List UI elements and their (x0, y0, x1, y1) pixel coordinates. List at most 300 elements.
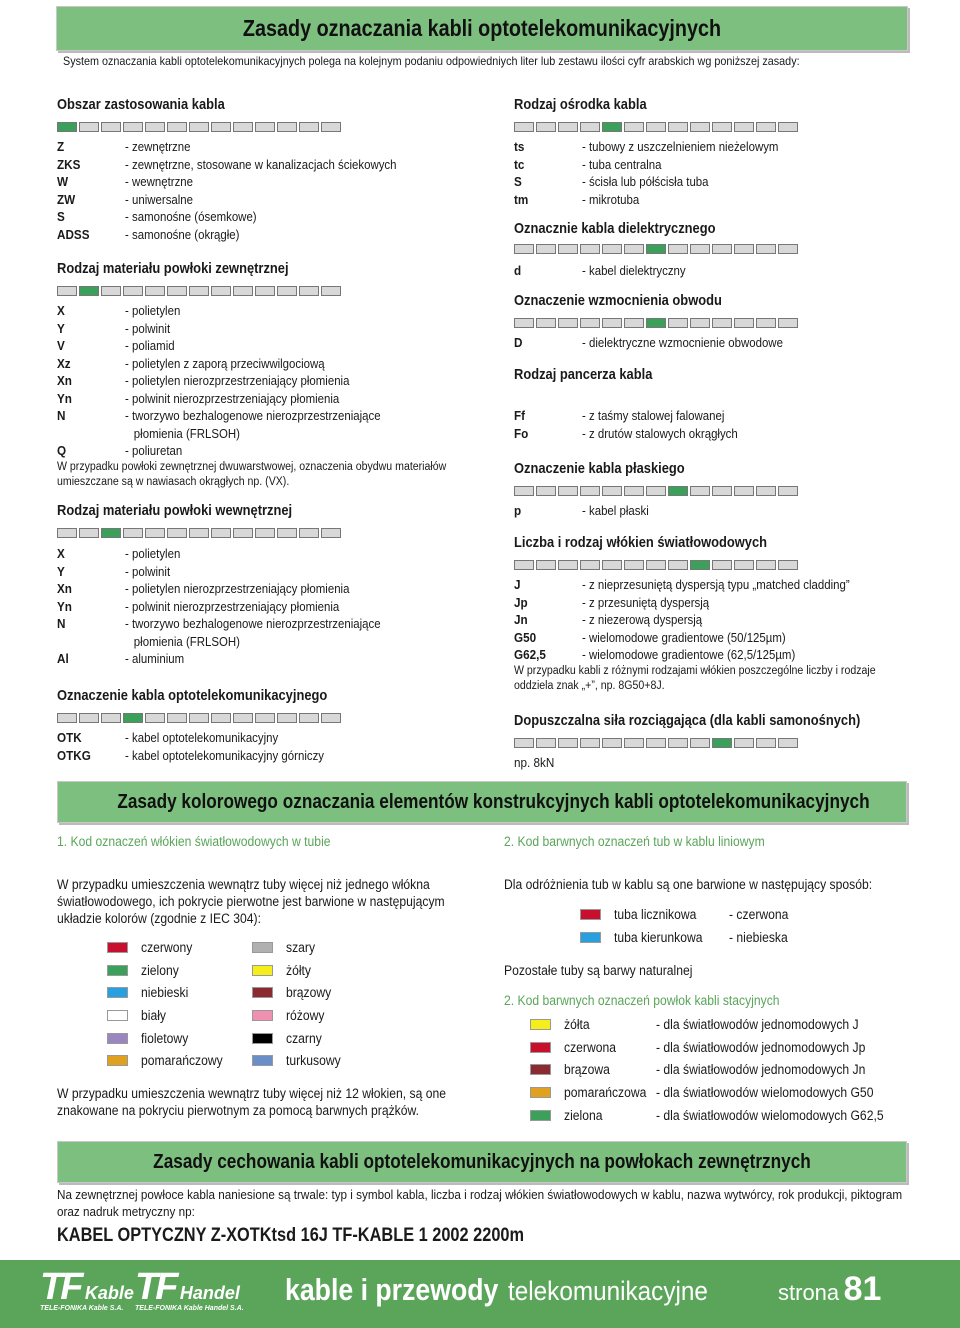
color-swatch (107, 1055, 128, 1066)
code-description: - mikrotuba (582, 191, 640, 207)
code-symbol: d (514, 263, 522, 278)
section-title-armor: Rodzaj pancerza kabla (514, 366, 653, 383)
code-strip-cell (778, 738, 798, 748)
code-row (57, 173, 434, 191)
code-row (514, 502, 658, 520)
page-label: strona (778, 1280, 840, 1305)
color-swatch (580, 932, 601, 943)
code-strip-cell (624, 244, 644, 254)
code-strip-cell (57, 122, 77, 132)
color-label: - czerwona (729, 906, 789, 922)
code-strip-cell (756, 318, 776, 328)
code-description: - wielomodowe gradientowe (62,5/125µm) (582, 647, 796, 662)
code-strip-cell (123, 122, 143, 132)
code-strip-cell (668, 486, 688, 496)
code-strip (514, 560, 800, 570)
color-swatch (252, 1033, 273, 1044)
rows-fibers (514, 576, 886, 664)
code-description: - tworzywo bezhalogenowe nierozprzestrzeniające (125, 408, 381, 423)
rows-reinforcement (514, 334, 810, 352)
code-symbol: Jn (514, 612, 528, 627)
footer-bar (0, 1260, 960, 1328)
code-strip-cell (646, 122, 666, 132)
code-description: - polwinit nierozprzestrzeniający płomienia (125, 598, 340, 614)
rows-flat (514, 502, 658, 520)
code-strip-cell (668, 318, 688, 328)
code-symbol: V (57, 338, 65, 353)
tube-row (580, 903, 795, 926)
code-row (57, 633, 415, 651)
code-strip-cell (514, 318, 534, 328)
code-row (57, 337, 415, 355)
color-label: - dla światłowodów wielomodowych G62,5 (656, 1107, 884, 1123)
color-label: żółta (564, 1016, 590, 1032)
code-strip-cell (167, 528, 187, 538)
colors-banner (57, 781, 907, 823)
code-symbol: N (57, 616, 66, 631)
code-strip-cell (123, 528, 143, 538)
code-strip-cell (79, 122, 99, 132)
code-description: - dielektryczne wzmocnienie obwodowe (582, 335, 783, 350)
code-description: - polietylen nierozprzestrzeniający płomienia (125, 581, 350, 596)
code-strip-cell (211, 713, 231, 723)
color-label: - dla światłowodów wielomodowych G50 (656, 1084, 874, 1100)
color-row (107, 1049, 232, 1072)
code-symbol: Yn (57, 598, 72, 614)
color-row (252, 1049, 347, 1072)
code-strip-cell (668, 122, 688, 132)
color-swatch (530, 1110, 551, 1121)
sheath-row (530, 1081, 909, 1104)
code-strip-cell (778, 244, 798, 254)
code-strip-cell (602, 486, 622, 496)
code-strip-cell (255, 528, 275, 538)
code-symbol: tc (514, 156, 525, 172)
code-row (57, 138, 434, 156)
code-row (514, 594, 886, 612)
code-strip-cell (255, 122, 275, 132)
code-row (514, 334, 810, 352)
page-title: Zasady oznaczania kabli optotelekomunikacyjnych (242, 15, 722, 41)
color-label: - niebieska (729, 929, 788, 945)
code-description: - polwinit (125, 320, 171, 336)
code-strip-cell (167, 286, 187, 296)
code-strip-cell (558, 560, 578, 570)
code-description: - poliuretan (125, 443, 183, 458)
code-strip (514, 738, 800, 748)
color-label: szary (286, 939, 316, 955)
code-strip-cell (668, 738, 688, 748)
tube-code-text: Dla odróżnienia tub w kablu są one barwione w następujący sposób: (504, 877, 873, 892)
code-row (57, 302, 415, 320)
logo-tf-handel-caption: TELE-FONIKA Kable Handel S.A. (135, 1305, 244, 1312)
code-strip-cell (189, 286, 209, 296)
code-strip-cell (558, 738, 578, 748)
code-strip-cell (514, 738, 534, 748)
color-swatch (252, 987, 273, 998)
tension-example: np. 8kN (514, 755, 555, 770)
code-symbol: X (57, 546, 65, 561)
note-fibers: W przypadku kabli z różnymi rodzajami włókien poszczególne liczby i rodzaje oddziela znak „+”, np. 8G50+8J. (514, 665, 876, 692)
code-strip-cell (624, 560, 644, 570)
code-symbol: Y (57, 563, 65, 579)
color-row (107, 1004, 232, 1027)
code-symbol: tm (514, 191, 529, 207)
code-symbol: ZW (57, 191, 76, 207)
color-label: żółty (286, 962, 311, 978)
code-strip-cell (145, 122, 165, 132)
color-row (252, 1004, 347, 1027)
color-swatch (530, 1019, 551, 1030)
code-description: - tubowy z uszczelnieniem nieżelowym (582, 139, 779, 154)
code-symbol (57, 633, 118, 651)
code-strip-cell (778, 560, 798, 570)
code-description: - polwinit (125, 563, 171, 579)
code-strip-cell (690, 318, 710, 328)
code-strip-cell (778, 318, 798, 328)
code-symbol: G62,5 (514, 647, 546, 662)
code-symbol: W (57, 174, 69, 189)
code-row (57, 372, 415, 390)
logo-tf-handel-mark: TF (135, 1266, 176, 1308)
code-description: - polwinit nierozprzestrzeniający płomienia (125, 390, 340, 406)
code-symbol: Y (57, 320, 65, 336)
color-row (252, 936, 347, 959)
logo-tf-handel-word: Handel (179, 1283, 240, 1303)
code-strip (514, 244, 800, 254)
code-symbol: G50 (514, 629, 537, 645)
code-strip-cell (668, 244, 688, 254)
rows-outer-sheath (57, 302, 415, 460)
code-strip-cell (321, 122, 341, 132)
color-label: brązowy (286, 985, 332, 1001)
code-strip-cell (646, 318, 666, 328)
code-row (57, 191, 434, 209)
code-description: - aluminium (125, 651, 185, 666)
code-strip-cell (646, 560, 666, 570)
code-symbol: Yn (57, 390, 72, 406)
code-strip-cell (712, 560, 732, 570)
code-strip-cell (756, 560, 776, 570)
color-row (107, 981, 232, 1004)
code-row (57, 407, 415, 425)
code-strip-cell (668, 560, 688, 570)
code-symbol: Xn (57, 581, 72, 596)
code-strip-cell (321, 713, 341, 723)
code-strip-cell (145, 528, 165, 538)
code-strip-cell (690, 738, 710, 748)
logo-tf-kable-word: Kable (84, 1283, 134, 1303)
code-row (514, 576, 886, 594)
code-strip-cell (145, 713, 165, 723)
color-swatch (530, 1087, 551, 1098)
code-strip-cell (624, 486, 644, 496)
code-strip-cell (233, 286, 253, 296)
sheath-row (530, 1058, 909, 1081)
code-strip-cell (602, 318, 622, 328)
code-strip-cell (514, 486, 534, 496)
logo-tf-kable-mark: TF (40, 1266, 81, 1308)
logo-tf-kable (40, 1266, 134, 1312)
code-strip-cell (712, 738, 732, 748)
code-strip-cell (101, 122, 121, 132)
code-description: - ścisła lub półścisła tuba (582, 174, 709, 189)
code-row (57, 156, 434, 174)
code-strip-cell (580, 560, 600, 570)
color-label: czerwona (564, 1039, 617, 1055)
code-symbol: ts (514, 139, 525, 154)
code-strip-cell (79, 528, 99, 538)
code-strip-cell (646, 244, 666, 254)
code-strip-cell (580, 122, 600, 132)
code-strip-cell (558, 244, 578, 254)
code-description: płomienia (FRLSOH) (133, 425, 240, 441)
rows-dielectric (514, 262, 700, 280)
code-description: - z niezerową dyspersją (582, 612, 703, 627)
rows-application (57, 138, 434, 243)
code-strip-cell (514, 560, 534, 570)
code-strip-cell (79, 286, 99, 296)
section-title-dielectric: Oznacznie kabla dielektrycznego (514, 220, 716, 237)
color-label: zielona (564, 1107, 603, 1123)
code-symbol (57, 425, 118, 443)
color-row (252, 1027, 347, 1050)
fiber-code-text: W przypadku umieszczenia wewnątrz tuby więcej niż jednego włókna światłowodowego, ich pokrycie pierwotne jest barwione w następującym układzie kolorów (zgodnie z IEC 304): (57, 877, 445, 926)
code-strip-cell (277, 528, 297, 538)
code-row (57, 563, 415, 581)
color-label: - dla światłowodów jednomodowych Jp (656, 1039, 866, 1055)
color-swatch (530, 1064, 551, 1075)
color-swatch (107, 1033, 128, 1044)
code-strip-cell (101, 528, 121, 538)
color-label: czerwony (141, 939, 193, 955)
code-description: - wewnętrzne (125, 174, 194, 189)
color-label: fioletowy (141, 1030, 189, 1046)
code-strip-cell (299, 286, 319, 296)
code-strip (57, 713, 343, 723)
code-description: - zewnętrzne (125, 139, 191, 154)
code-symbol: Q (57, 443, 67, 458)
fiber-code-text-2: W przypadku umieszczenia wewnątrz tuby więcej niż 12 włokien, są one znakowane na pokryciu pierwotnym za pomocą barwnych prążków. (57, 1086, 446, 1118)
color-swatch (252, 1055, 273, 1066)
code-strip-cell (57, 286, 77, 296)
fiber-colors-left (107, 936, 232, 1072)
code-strip-cell (514, 122, 534, 132)
code-row (57, 226, 434, 244)
section-title-flat: Oznaczenie kabla płaskiego (514, 460, 685, 477)
section-title-tension: Dopuszczalna siła rozciągająca (dla kabli samonośnych) (514, 712, 861, 729)
color-label: brązowa (564, 1062, 610, 1078)
tube-code-title: 2. Kod barwnych oznaczeń tub w kablu liniowym (504, 834, 765, 849)
code-strip-cell (712, 486, 732, 496)
code-strip (57, 286, 343, 296)
code-strip-cell (646, 486, 666, 496)
rows-core (514, 138, 805, 208)
code-strip-cell (558, 122, 578, 132)
color-swatch (252, 942, 273, 953)
code-strip-cell (277, 713, 297, 723)
code-strip-cell (690, 244, 710, 254)
code-strip-cell (211, 528, 231, 538)
color-label: pomarańczowa (564, 1084, 647, 1100)
code-description: - z przesuniętą dyspersją (582, 594, 710, 610)
tube-row (580, 926, 795, 949)
code-strip-cell (734, 318, 754, 328)
code-symbol: D (514, 335, 523, 350)
color-label: różowy (286, 1007, 325, 1023)
code-strip-cell (255, 286, 275, 296)
code-strip-cell (299, 122, 319, 132)
code-symbol: J (514, 577, 521, 592)
section-title-cable-marking: Oznaczenie kabla optotelekomunikacyjnego (57, 687, 328, 704)
color-swatch (252, 965, 273, 976)
code-row (57, 615, 415, 633)
code-strip-cell (580, 244, 600, 254)
code-strip-cell (536, 244, 556, 254)
code-strip-cell (536, 318, 556, 328)
code-strip-cell (101, 286, 121, 296)
code-description: - zewnętrzne, stosowane w kanalizacjach ściekowych (125, 156, 397, 172)
code-symbol: Jp (514, 594, 528, 610)
color-label: turkusowy (286, 1053, 341, 1069)
code-symbol: Fo (514, 425, 529, 441)
code-symbol: S (57, 209, 65, 224)
code-strip-cell (211, 286, 231, 296)
code-description: - polietylen (125, 303, 181, 318)
code-row (57, 729, 351, 747)
code-strip-cell (514, 244, 534, 254)
code-symbol: Xn (57, 373, 72, 388)
code-strip-cell (756, 244, 776, 254)
code-strip-cell (536, 560, 556, 570)
code-strip-cell (123, 286, 143, 296)
code-row (514, 191, 805, 209)
code-strip-cell (321, 528, 341, 538)
code-strip-cell (734, 122, 754, 132)
code-strip-cell (734, 560, 754, 570)
color-row (107, 936, 232, 959)
marking-title: Zasady cechowania kabli optotelekomunikacyjnych na powłokach zewnętrznych (153, 1151, 811, 1173)
color-row (252, 981, 347, 1004)
sheath-code-title: 2. Kod barwnych oznaczeń powłok kabli stacyjnych (504, 993, 780, 1008)
code-row (57, 425, 415, 443)
code-strip-cell (189, 713, 209, 723)
color-label: czarny (286, 1030, 322, 1046)
code-row (57, 355, 415, 373)
rows-cable-marking (57, 729, 351, 764)
rows-inner-sheath (57, 545, 415, 668)
code-description: - samonośne (okrągłe) (125, 226, 240, 242)
code-description: płomienia (FRLSOH) (133, 633, 240, 649)
code-row (57, 208, 434, 226)
code-strip-cell (624, 738, 644, 748)
code-strip-cell (712, 244, 732, 254)
code-row (57, 390, 415, 408)
code-symbol: Z (57, 139, 65, 154)
sheath-row (530, 1036, 909, 1059)
sheath-row (530, 1013, 909, 1036)
code-description: - polietylen nierozprzestrzeniający płomienia (125, 373, 350, 388)
code-strip-cell (233, 713, 253, 723)
code-strip-cell (299, 528, 319, 538)
code-symbol: S (514, 174, 522, 189)
fiber-colors-right (252, 936, 347, 1072)
color-swatch (107, 987, 128, 998)
code-row (57, 650, 415, 668)
section-title-application: Obszar zastosowania kabla (57, 96, 225, 113)
code-strip-cell (602, 738, 622, 748)
code-strip (57, 122, 343, 132)
code-description: - z drutów stalowych okrągłych (582, 425, 738, 441)
code-description: - kabel dielektryczny (582, 263, 686, 278)
code-strip-cell (580, 318, 600, 328)
code-row (57, 545, 415, 563)
code-row (57, 580, 415, 598)
code-strip-cell (712, 318, 732, 328)
code-strip-cell (167, 122, 187, 132)
code-strip (514, 486, 800, 496)
code-description: - z nieprzesuniętą dyspersją typu „matched cladding” (582, 577, 850, 592)
code-symbol: OTKG (57, 747, 91, 763)
color-swatch (580, 909, 601, 920)
code-strip-cell (558, 318, 578, 328)
marking-banner (57, 1141, 907, 1183)
code-strip-cell (580, 486, 600, 496)
code-description: - samonośne (ósemkowe) (125, 209, 257, 224)
logo-tf-kable-caption: TELE-FONIKA Kable S.A. (40, 1305, 124, 1312)
code-strip-cell (255, 713, 275, 723)
sheath-colors (530, 1013, 909, 1126)
footer-page (778, 1270, 881, 1309)
code-strip-cell (189, 528, 209, 538)
code-strip-cell (602, 560, 622, 570)
code-row (514, 611, 886, 629)
rows-armor (514, 407, 759, 442)
code-symbol: X (57, 303, 65, 318)
page-number: 81 (843, 1270, 882, 1308)
code-row (514, 425, 759, 443)
header-banner (56, 6, 908, 51)
code-symbol: ZKS (57, 156, 81, 172)
tube-code-text-2: Pozostałe tuby są barwy naturalnej (504, 963, 693, 978)
code-row (514, 407, 759, 425)
code-row (514, 629, 886, 647)
section-title-outer-sheath: Rodzaj materiału powłoki zewnętrznej (57, 260, 289, 277)
code-description: - tworzywo bezhalogenowe nierozprzestrzeniające (125, 616, 381, 631)
code-row (514, 156, 805, 174)
code-strip (514, 318, 800, 328)
logo-tf-handel (135, 1266, 244, 1312)
code-description: - wielomodowe gradientowe (50/125µm) (582, 629, 786, 645)
code-strip-cell (778, 486, 798, 496)
color-label: tuba kierunkowa (614, 929, 703, 945)
code-strip-cell (277, 122, 297, 132)
code-strip-cell (690, 122, 710, 132)
sheath-row (530, 1104, 909, 1127)
color-label: - dla światłowodów jednomodowych J (656, 1016, 859, 1032)
code-strip-cell (624, 122, 644, 132)
color-swatch (107, 1010, 128, 1021)
code-strip-cell (778, 122, 798, 132)
color-row (107, 1027, 232, 1050)
color-label: - dla światłowodów jednomodowych Jn (656, 1062, 866, 1078)
code-symbol: N (57, 408, 66, 423)
code-symbol: ADSS (57, 226, 90, 242)
code-strip-cell (536, 738, 556, 748)
section-title-fibers: Liczba i rodzaj włókien światłowodowych (514, 534, 768, 551)
code-strip-cell (145, 286, 165, 296)
code-strip-cell (123, 713, 143, 723)
